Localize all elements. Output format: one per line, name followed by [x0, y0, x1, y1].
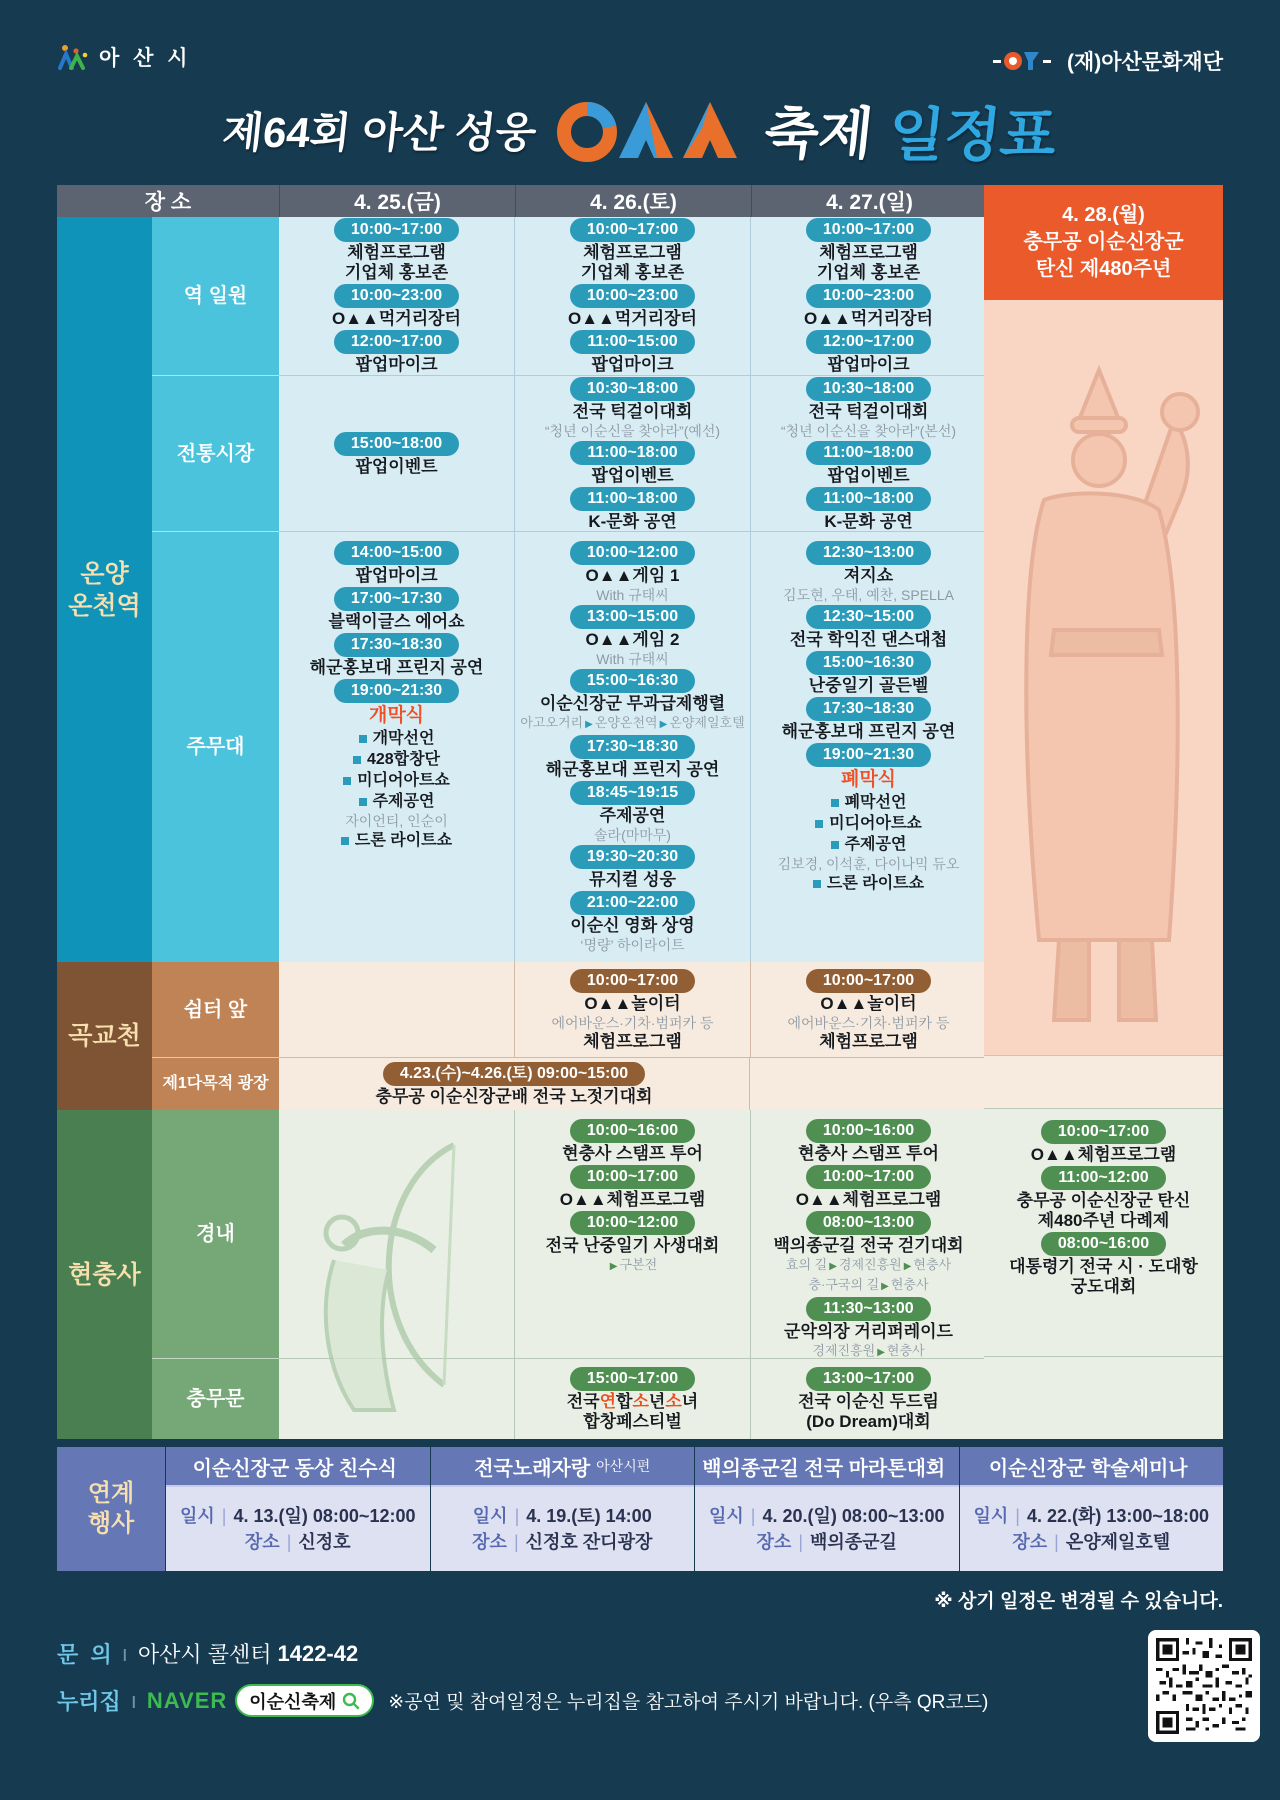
time-pill: 10:30~18:00 [806, 377, 931, 401]
event-title: 전국 턱걸이대회 [572, 401, 693, 421]
route-arrow-icon: ▶ [609, 1261, 618, 1272]
linked-event-datetime: 일시 | 4. 22.(화) 13:00~18:00 [973, 1506, 1209, 1526]
inquiry-label: 문 의 [57, 1642, 112, 1667]
route-text: 아고오거리 ▶ 온양온천역 ▶ 온양제일호텔 [520, 715, 745, 730]
sub-place-damokjeok: 제1다목적 광장 [152, 1057, 279, 1110]
event-title: 백의종군길 전국 걷기대회 [773, 1236, 964, 1255]
linked-event-datetime: 일시 | 4. 19.(토) 14:00 [472, 1506, 652, 1526]
event-title: O▲▲체험프로그램 [1030, 1145, 1177, 1164]
event-title: 팝업마이크 [591, 355, 674, 374]
place-group-line: 온천역 [68, 591, 141, 620]
schedule-cell [514, 962, 750, 1057]
time-pill: 17:30~18:30 [334, 633, 459, 657]
time-pill: 10:00~12:00 [570, 541, 695, 565]
naver-logo-text: NAVER [146, 1687, 228, 1713]
time-pill: 10:00~17:00 [806, 218, 931, 242]
event-subtitle: 솔라(마마무) [594, 827, 671, 843]
sub-place-yeok-ilwon: 역 일원 [152, 217, 279, 375]
linked-event-place: 장소 | 신정호 [244, 1532, 351, 1552]
place-group-onyang [57, 217, 152, 962]
linked-event-datetime: 일시 | 4. 20.(일) 08:00~13:00 [709, 1506, 945, 1526]
column-header-place: 장 소 [57, 185, 279, 217]
time-pill: 10:00~23:00 [334, 284, 459, 308]
event-title: 충무공 이순신장군 탄신 [1016, 1191, 1191, 1210]
route-arrow-icon: ▶ [903, 1261, 912, 1272]
asan-city-logo-text: 아 산 시 [99, 47, 192, 70]
time-pill: 10:00~12:00 [570, 1211, 695, 1235]
column-header-day-27: 4. 27.(일) [751, 185, 987, 217]
event-title: 팝업이벤트 [827, 465, 910, 485]
linked-event-datetime: 일시 | 4. 13.(일) 08:00~12:00 [180, 1506, 416, 1526]
time-pill: 11:00~18:00 [806, 487, 930, 511]
homepage-label: 누리집 [57, 1689, 121, 1714]
sub-place-jumudae: 주무대 [152, 531, 279, 962]
event-title: O▲▲체험프로그램 [795, 1190, 942, 1209]
linked-event-title: 백의종군길 전국 마라톤대회 [695, 1447, 959, 1485]
search-icon [342, 1692, 360, 1710]
event-title: 기업체 홍보존 [580, 263, 685, 282]
sub-place-jeontongsijang: 전통시장 [152, 375, 279, 531]
time-pill: 15:00~18:00 [334, 432, 459, 456]
schedule-cell [279, 376, 514, 531]
linked-events [57, 1447, 1223, 1571]
qr-code [1148, 1630, 1260, 1742]
linked-event-title: 전국노래자랑 아산시편 [431, 1447, 695, 1485]
event-subtitle: With 규태씨 [596, 651, 669, 667]
event-title: 궁도대회 [1070, 1277, 1137, 1296]
route-arrow-icon: ▶ [829, 1261, 837, 1272]
time-pill: 13:00~17:00 [806, 1367, 931, 1391]
event-title: 기업체 홍보존 [816, 263, 921, 282]
event-title: 군악의장 거리퍼레이드 [784, 1322, 953, 1341]
linked-event-place: 장소 | 백의종군길 [756, 1532, 897, 1552]
event-subtitle: 에어바운스·기차·범퍼카 등 [551, 1014, 714, 1031]
event-title: O▲▲게임 2 [585, 630, 680, 649]
schedule-cell [514, 1359, 750, 1439]
schedule-cell [750, 376, 986, 531]
event-title: 주제공연 [599, 806, 666, 825]
schedule-cell [750, 1110, 986, 1358]
search-keyword: 이순신축제 [249, 1691, 337, 1712]
event-title: K-문화 공연 [824, 511, 913, 531]
time-pill: 12:30~13:00 [806, 541, 931, 565]
time-pill: 10:00~17:00 [570, 218, 695, 242]
event-title: 져지쇼 [843, 566, 894, 585]
event-title: 팝업이벤트 [355, 456, 438, 476]
event-title: 전국 이순신 두드림 [798, 1392, 939, 1411]
schedule-cell [750, 217, 986, 375]
event-title: 해군홍보대 프린지 공연 [309, 658, 484, 677]
route-arrow-icon: ▶ [881, 1281, 889, 1292]
day28-subtitle: 탄신 제480주년 [1035, 258, 1172, 280]
place-group-line: 곡교천 [68, 1022, 141, 1050]
event-title: O▲▲게임 1 [585, 566, 680, 585]
place-group-gokgyocheon [57, 962, 152, 1110]
linked-event [165, 1447, 430, 1571]
general-illustration-area [984, 300, 1223, 1055]
schedule-cell [514, 532, 750, 962]
homepage-note: ※공연 및 참여일정은 누리집을 참고하여 주시기 바랍니다. (우측 QR코드) [388, 1692, 989, 1713]
event-title: 이순신 영화 상영 [570, 916, 695, 935]
event-title: O▲▲먹거리장터 [804, 309, 933, 328]
time-pill: 13:00~15:00 [570, 605, 695, 629]
schedule-cell [514, 217, 750, 375]
time-pill: 12:00~17:00 [334, 330, 459, 354]
linked-events-columns [165, 1447, 1223, 1571]
time-pill: 17:30~18:30 [806, 697, 931, 721]
event-title: O▲▲체험프로그램 [559, 1190, 706, 1209]
linked-event-place: 장소 | 온양제일호텔 [1012, 1532, 1171, 1552]
event-subtitle: 에어바운스·기차·범퍼카 등 [787, 1014, 950, 1031]
event-title: 제480주년 다례제 [1037, 1211, 1170, 1230]
event-title: (Do Dream)대회 [806, 1412, 931, 1431]
event-title: O▲▲먹거리장터 [568, 309, 697, 328]
festival-brand-logo [553, 94, 749, 166]
time-pill: 19:00~21:30 [806, 743, 931, 767]
schedule-cell-span [279, 1058, 749, 1110]
route-arrow-icon: ▶ [585, 719, 593, 730]
asan-city-logo-icon [57, 42, 91, 72]
route-text: ▶ 구본전 [609, 1257, 658, 1272]
event-title: 팝업마이크 [827, 355, 910, 374]
event-title: 전국 난중일기 사생대회 [545, 1236, 720, 1255]
linked-events-label [57, 1447, 165, 1571]
time-pill: 21:00~22:00 [570, 891, 695, 915]
column-header-day-28 [984, 185, 1223, 300]
event-title: K-문화 공연 [588, 511, 677, 531]
event-title: O▲▲놀이터 [820, 993, 917, 1013]
foundation-logo [993, 46, 1223, 76]
time-pill: 11:00~18:00 [570, 441, 694, 465]
naver-search-pill[interactable] [235, 1684, 374, 1717]
linked-event [694, 1447, 959, 1571]
time-pill: 11:30~13:00 [806, 1297, 930, 1321]
time-pill: 11:00~12:00 [1041, 1166, 1165, 1190]
time-pill: 10:00~17:00 [806, 1165, 931, 1189]
time-pill: 10:00~23:00 [806, 284, 931, 308]
event-title: 팝업마이크 [355, 566, 438, 585]
schedule-cell [279, 962, 514, 1057]
event-title: 대통령기 전국 시 · 도대항 [1009, 1257, 1198, 1276]
event-title: O▲▲놀이터 [584, 993, 681, 1013]
time-pill: 11:00~15:00 [570, 330, 694, 354]
event-title: 뮤지컬 성웅 [589, 870, 676, 889]
day28-empty-cell [984, 1356, 1223, 1437]
route-text: 충·구국의 길 ▶ 현충사 [808, 1277, 929, 1292]
time-pill: 19:00~21:30 [334, 679, 459, 703]
sub-place-labels [152, 217, 279, 962]
time-pill: 17:00~17:30 [334, 587, 459, 611]
time-pill: 10:00~17:00 [570, 969, 695, 993]
event-subtitle: 김보경, 이석훈, 다이나믹 듀오 [777, 856, 960, 872]
day28-empty-cell [984, 1055, 1223, 1108]
event-title: 합창페스티벌 [583, 1412, 682, 1431]
time-pill: 11:00~18:00 [806, 441, 930, 465]
sub-place-swimteo: 쉼터 앞 [152, 962, 279, 1057]
event-title: 체험프로그램 [583, 1031, 682, 1051]
time-pill: 12:30~15:00 [806, 605, 931, 629]
event-title: 충무공 이순신장군배 전국 노젓기대회 [375, 1087, 653, 1106]
day28-column [984, 185, 1223, 1435]
program-bullet: 드론 라이트쇼 [341, 830, 452, 851]
poster-title [0, 88, 1280, 172]
time-pill: 10:00~23:00 [570, 284, 695, 308]
date-time-pill: 4.23.(수)~4.26.(토) 09:00~15:00 [383, 1062, 645, 1086]
linked-label-line: 행사 [87, 1510, 135, 1537]
time-pill: 15:00~17:00 [570, 1367, 695, 1391]
event-title: 해군홍보대 프린지 공연 [545, 760, 720, 779]
sub-place-chungmumun: 충무문 [152, 1358, 279, 1439]
time-pill: 14:00~15:00 [334, 541, 459, 565]
event-subtitle: “청년 이순신을 찾아라”(예선) [544, 422, 721, 439]
event-title: 기업체 홍보존 [344, 263, 449, 282]
event-title: 체험프로그램 [347, 243, 446, 262]
day28-date: 4. 28.(월) [1062, 204, 1145, 226]
archer-illustration [284, 1125, 514, 1425]
linked-event-title: 이순신장군 학술세미나 [960, 1447, 1224, 1485]
time-pill: 18:45~19:15 [570, 781, 695, 805]
separator: ı [121, 1640, 128, 1666]
event-title: 체험프로그램 [819, 1031, 918, 1051]
time-pill: 10:30~18:00 [570, 377, 695, 401]
linked-event-place: 장소 | 신정호 잔디광장 [472, 1532, 653, 1552]
route-text: 효의 길 ▶ 경제진흥원 ▶ 현충사 [785, 1257, 952, 1272]
sub-place-gyeongnae: 경내 [152, 1110, 279, 1358]
event-title: 블랙이글스 에어쇼 [328, 612, 465, 631]
time-pill: 12:00~17:00 [806, 330, 931, 354]
event-title: 현충사 스탬프 투어 [798, 1144, 939, 1163]
schedule-cell [514, 1110, 750, 1358]
time-pill: 08:00~13:00 [806, 1211, 931, 1235]
title-prefix: 제64회 아산 성웅 [220, 109, 539, 156]
schedule-cell [750, 962, 986, 1057]
linked-event [959, 1447, 1224, 1571]
title-suffix: 축제 [760, 102, 876, 165]
schedule-cell [749, 1058, 985, 1110]
time-pill: 10:00~17:00 [806, 969, 931, 993]
event-title: O▲▲먹거리장터 [332, 309, 461, 328]
sub-place-labels [152, 962, 279, 1110]
qr-code-pattern [1156, 1638, 1252, 1734]
event-subtitle: 김도현, 우태, 예찬, SPELLA [783, 587, 954, 603]
route-arrow-icon: ▶ [877, 1347, 885, 1358]
program-bullet: 개막선언 [359, 728, 435, 749]
event-title: 전국 턱걸이대회 [808, 401, 929, 421]
time-pill: 11:00~18:00 [570, 487, 694, 511]
linked-event-title: 이순신장군 동상 친수식 [166, 1447, 430, 1485]
place-group-line: 온양 [80, 559, 129, 588]
event-title: 해군홍보대 프린지 공연 [781, 722, 956, 741]
time-pill: 15:00~16:30 [570, 669, 695, 693]
column-header-day-26: 4. 26.(토) [515, 185, 751, 217]
time-pill: 17:30~18:30 [570, 735, 695, 759]
time-pill: 10:00~17:00 [1041, 1120, 1166, 1144]
route-text: 경제진흥원 ▶ 현충사 [812, 1343, 925, 1358]
schedule-cell [514, 376, 750, 531]
event-subtitle: ‘명량’ 하이라이트 [580, 937, 685, 953]
homepage-row [57, 1684, 988, 1717]
place-group-line: 현충사 [68, 1260, 141, 1289]
column-header-day-25: 4. 25.(금) [279, 185, 515, 217]
event-subtitle: With 규태씨 [596, 587, 669, 603]
event-title: 전국 학익진 댄스대첩 [789, 630, 948, 649]
program-bullet: 폐막선언 [831, 792, 907, 813]
day28-gyeongnae-cell [984, 1108, 1223, 1356]
linked-event [430, 1447, 695, 1571]
ceremony-title: 폐막식 [840, 769, 897, 790]
inquiry-value: 아산시 콜센터 [137, 1642, 272, 1667]
separator: ı [130, 1687, 137, 1713]
schedule-cell [750, 532, 986, 962]
inquiry-phone-number: 1422-42 [277, 1640, 359, 1666]
event-subtitle: 자이언티, 인순이 [345, 813, 448, 829]
program-bullet: 미디어아트쇼 [815, 813, 922, 834]
place-group-hyeonchungsa [57, 1110, 152, 1439]
program-bullet: 428합창단 [353, 749, 440, 770]
sub-place-labels [152, 1110, 279, 1439]
event-title: 현충사 스탬프 투어 [562, 1144, 703, 1163]
event-title: 전국연합소년소녀 [566, 1392, 699, 1411]
ceremony-title: 개막식 [368, 705, 425, 726]
day28-subtitle: 충무공 이순신장군 [1023, 231, 1184, 253]
time-pill: 15:00~16:30 [806, 651, 931, 675]
linked-label-line: 연계 [87, 1480, 135, 1507]
event-title: 팝업마이크 [355, 355, 438, 374]
program-bullet: 미디어아트쇼 [343, 770, 450, 791]
time-pill: 10:00~17:00 [570, 1165, 695, 1189]
inquiry-row [57, 1638, 358, 1669]
schedule-table [57, 185, 1223, 1435]
time-pill: 10:00~17:00 [334, 218, 459, 242]
admiral-yi-illustration [984, 300, 1223, 1055]
program-bullet: 드론 라이트쇼 [813, 873, 924, 894]
time-pill: 10:00~16:00 [806, 1119, 931, 1143]
title-highlight: 일정표 [884, 103, 1060, 168]
time-pill: 08:00~16:00 [1041, 1232, 1166, 1256]
asan-city-logo [57, 42, 192, 72]
event-title: 체험프로그램 [819, 243, 918, 262]
event-subtitle: “청년 이순신을 찾아라”(본선) [780, 422, 957, 439]
event-title: 이순신장군 무과급제행렬 [539, 694, 726, 713]
event-title: 체험프로그램 [583, 243, 682, 262]
time-pill: 10:00~16:00 [570, 1119, 695, 1143]
event-title: 난중일기 골든벨 [808, 676, 929, 695]
program-bullet: 주제공연 [359, 791, 435, 812]
event-title: 팝업이벤트 [591, 465, 674, 485]
schedule-change-note: ※ 상기 일정은 변경될 수 있습니다. [934, 1591, 1223, 1612]
foundation-logo-text: (재)아산문화재단 [1067, 51, 1223, 74]
program-bullet: 주제공연 [831, 834, 907, 855]
time-pill: 19:30~20:30 [570, 845, 695, 869]
schedule-cell [279, 217, 514, 375]
foundation-logo-icon [993, 48, 1059, 74]
schedule-cell [750, 1359, 986, 1439]
schedule-cell [279, 532, 514, 962]
route-arrow-icon: ▶ [659, 719, 668, 730]
